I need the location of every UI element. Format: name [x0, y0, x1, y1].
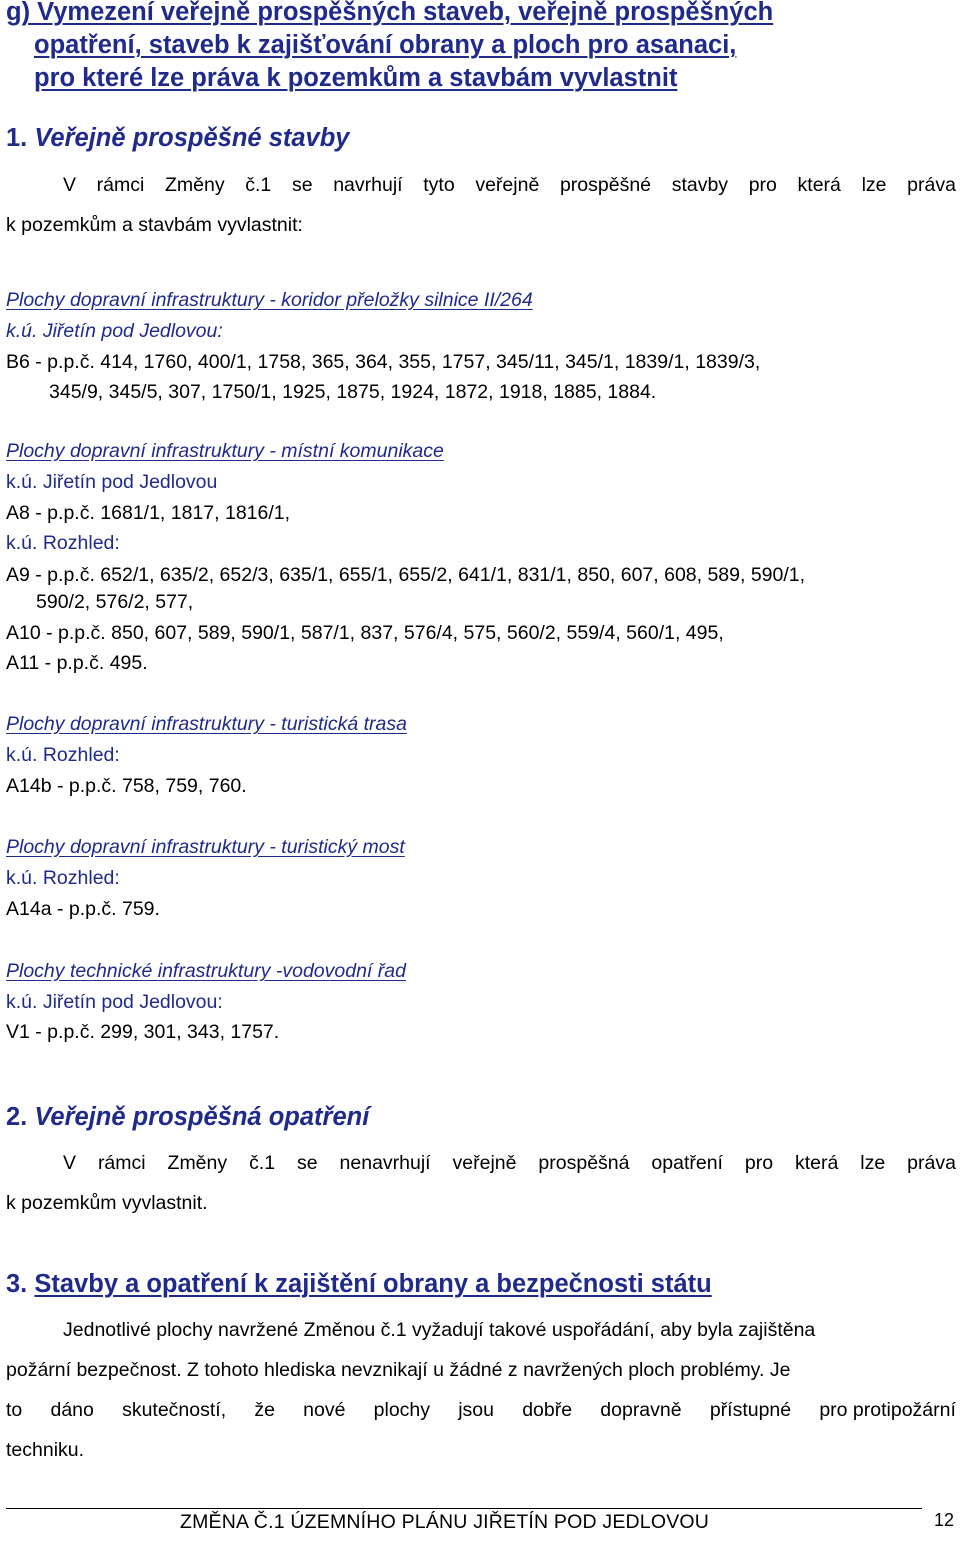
parcel-list-a8: A8 - p.p.č. 1681/1, 1817, 1816/1,	[6, 502, 291, 524]
category-title-turisticka-trasa: Plochy dopravní infrastruktury - turistická trasa	[6, 713, 407, 735]
section-3-line-1: Jednotlivé plochy navržené Změnou č.1 vyžadují takové uspořádání, aby byla zajištěna	[63, 1319, 816, 1341]
intro-word: navrhují	[333, 174, 403, 196]
intro-word: stavby	[671, 174, 729, 196]
category-title-mistni-komunikace: Plochy dopravní infrastruktury - místní komunikace	[6, 440, 444, 462]
body-word: dáno	[50, 1399, 94, 1421]
body-word: přístupné	[709, 1399, 792, 1421]
parcel-list-a14a: A14a - p.p.č. 759.	[6, 898, 160, 920]
parcel-list-b6-continued: 345/9, 345/5, 307, 1750/1, 1925, 1875, 1924, 1872, 1918, 1885, 1884.	[49, 381, 657, 403]
intro-word: tyto	[423, 174, 455, 196]
cadastral-area-label: k.ú. Rozhled:	[6, 867, 120, 889]
body-word: nové	[303, 1399, 346, 1421]
intro-word: V	[63, 1152, 77, 1174]
footer-divider	[6, 1508, 922, 1509]
intro-word: veřejně	[475, 174, 540, 196]
section-2-intro-line-2: k pozemkům vyvlastnit.	[6, 1192, 208, 1214]
section-3-title: Stavby a opatření k zajištění obrany a bezpečnosti státu	[34, 1270, 712, 1298]
section-1-heading	[6, 124, 350, 153]
parcel-list-a11: A11 - p.p.č. 495.	[6, 652, 148, 674]
body-word: jsou	[458, 1399, 494, 1421]
intro-word: rámci	[96, 174, 145, 196]
body-word: dobře	[522, 1399, 573, 1421]
intro-word: se	[291, 174, 313, 196]
section-2-title: Veřejně prospěšná opatření	[34, 1103, 370, 1131]
section-1-intro-line-1	[63, 174, 956, 197]
intro-word: práva	[907, 174, 956, 196]
intro-word: opatření	[651, 1152, 723, 1174]
intro-word: která	[797, 174, 841, 196]
intro-word: rámci	[97, 1152, 146, 1174]
intro-word: se	[297, 1152, 318, 1174]
category-title-vodovodni-rad: Plochy technické infrastruktury -vodovodní řad	[6, 960, 406, 982]
intro-word: veřejně	[452, 1152, 517, 1174]
section-3-line-3	[6, 1399, 956, 1422]
chapter-heading	[6, 0, 956, 95]
parcel-list-b6: B6 - p.p.č. 414, 1760, 400/1, 1758, 365, 364, 355, 1757, 345/11, 345/1, 1839/1, 1839/3,	[6, 351, 761, 373]
cadastral-area-label: k.ú. Jiřetín pod Jedlovou:	[6, 991, 223, 1013]
chapter-heading-line-2: opatření, staveb k zajišťování obrany a ploch pro asanaci,	[34, 31, 737, 59]
category-title-koridor: Plochy dopravní infrastruktury - koridor přeložky silnice II/264	[6, 289, 533, 311]
parcel-list-a9-continued: 590/2, 576/2, 577,	[36, 591, 194, 613]
intro-word: V	[63, 174, 77, 196]
intro-word: lze	[860, 1152, 886, 1174]
section-1-title: Veřejně prospěšné stavby	[34, 124, 350, 152]
cadastral-area-label: k.ú. Jiřetín pod Jedlovou	[6, 471, 218, 493]
chapter-heading-line-1: g) Vymezení veřejně prospěšných staveb, veřejně prospěšných	[6, 0, 774, 26]
category-title-turisticky-most: Plochy dopravní infrastruktury - turistický most	[6, 836, 405, 858]
intro-word: Změny	[167, 1152, 228, 1174]
section-2-heading	[6, 1103, 369, 1132]
footer-title: ZMĚNA Č.1 ÚZEMNÍHO PLÁNU JIŘETÍN POD JEDLOVOU	[180, 1511, 710, 1533]
intro-word: č.1	[249, 1152, 276, 1174]
parcel-list-v1: V1 - p.p.č. 299, 301, 343, 1757.	[6, 1021, 280, 1043]
body-word: skutečností,	[122, 1399, 227, 1421]
section-2-number: 2.	[6, 1103, 28, 1131]
parcel-list-a10: A10 - p.p.č. 850, 607, 589, 590/1, 587/1, 837, 576/4, 575, 560/2, 559/4, 560/1, 495,	[6, 622, 724, 644]
section-3-number: 3.	[6, 1270, 28, 1298]
parcel-list-a14b: A14b - p.p.č. 758, 759, 760.	[6, 775, 247, 797]
section-3-heading	[6, 1270, 712, 1299]
intro-word: Změny	[165, 174, 225, 196]
section-1-intro-line-2: k pozemkům a stavbám vyvlastnit:	[6, 214, 303, 236]
intro-word: č.1	[245, 174, 272, 196]
section-3-line-4: techniku.	[6, 1439, 85, 1461]
intro-word: pro	[744, 1152, 774, 1174]
page-number: 12	[934, 1510, 955, 1530]
cadastral-area-label: k.ú. Rozhled:	[6, 532, 120, 554]
section-2-intro-line-1	[63, 1152, 956, 1175]
body-word: plochy	[373, 1399, 431, 1421]
chapter-heading-line-3: pro které lze práva k pozemkům a stavbám vyvlastnit	[34, 64, 678, 92]
intro-word: lze	[861, 174, 887, 196]
cadastral-area-label: k.ú. Rozhled:	[6, 744, 120, 766]
intro-word: nenavrhují	[339, 1152, 431, 1174]
intro-word: prospěšná	[538, 1152, 630, 1174]
body-word: to	[6, 1399, 23, 1421]
intro-word: práva	[907, 1152, 956, 1174]
body-word: že	[254, 1399, 275, 1421]
parcel-list-a9: A9 - p.p.č. 652/1, 635/2, 652/3, 635/1, 655/1, 655/2, 641/1, 831/1, 850, 607, 608, 589, 590/1,	[6, 564, 806, 586]
intro-word: která	[795, 1152, 839, 1174]
intro-word: pro	[748, 174, 777, 196]
body-word: pro protipožární	[819, 1399, 956, 1421]
cadastral-area-label: k.ú. Jiřetín pod Jedlovou:	[6, 320, 223, 342]
intro-word: prospěšné	[559, 174, 652, 196]
body-word: dopravně	[600, 1399, 682, 1421]
section-1-number: 1.	[6, 124, 28, 152]
section-3-line-2: požární bezpečnost. Z tohoto hlediska nevznikají u žádné z navržených ploch problémy. Je	[6, 1359, 791, 1381]
